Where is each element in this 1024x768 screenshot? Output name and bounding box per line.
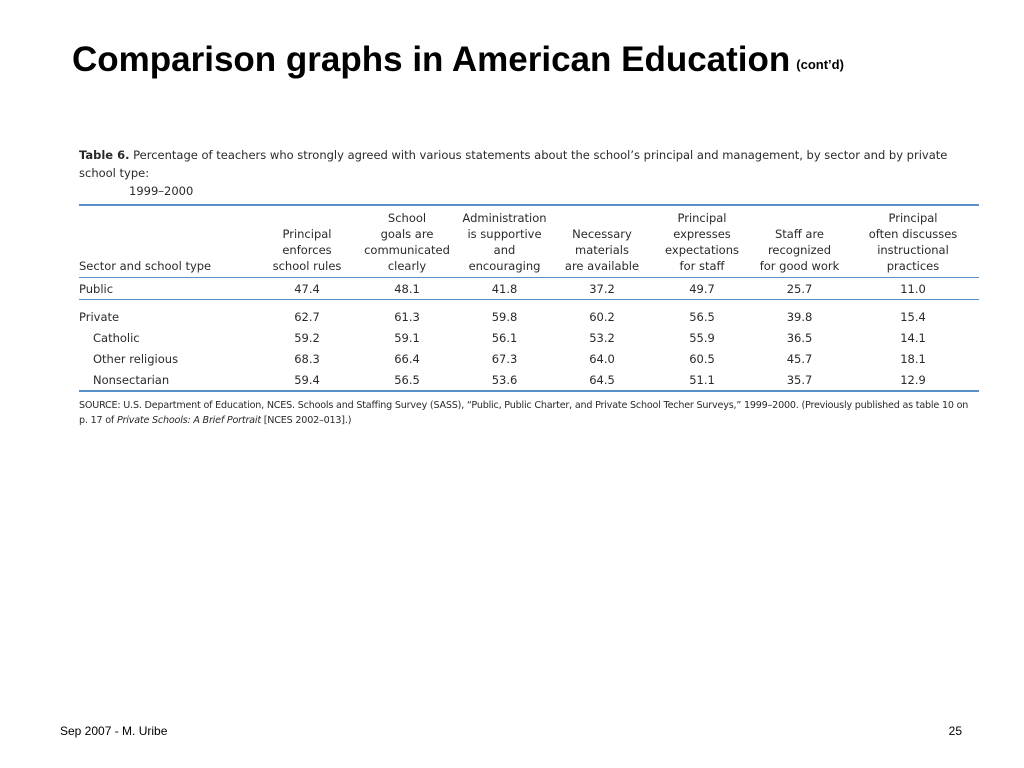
- table-cell: 64.0: [589, 351, 615, 366]
- table-cell: 61.3: [394, 309, 420, 324]
- source-text: SOURCE: U.S. Department of Education, NCES. Schools and Staffing Survey (SASS), “Public, Public Charter, and Private School Techer Surveys,” 1999–2000. (Previously published as table 10 on p. 17 of: [79, 399, 969, 426]
- row-label: Private: [79, 309, 120, 324]
- table-cell: 59.1: [394, 330, 420, 345]
- table-cell: 56.5: [689, 309, 715, 324]
- col-header-line: encouraging: [468, 259, 541, 273]
- table-cell: 56.5: [394, 372, 420, 387]
- col-header-4: [552, 206, 652, 278]
- table-cell: 36.5: [786, 330, 813, 345]
- col-header-line: for good work: [759, 259, 840, 273]
- col-header-line: recognized: [767, 243, 832, 257]
- col-header-line: Necessary: [572, 227, 632, 241]
- col-header-line: and: [493, 243, 516, 257]
- table-cell: 49.7: [652, 278, 752, 300]
- table-cell: 11.0: [847, 278, 979, 300]
- col-header-line: School: [387, 211, 427, 225]
- table-cell: 53.6: [491, 372, 518, 387]
- caption-label: Table 6.: [79, 148, 130, 162]
- row-label: Catholic: [93, 330, 140, 345]
- page-number: 25: [948, 724, 962, 738]
- row-label: Public: [79, 278, 257, 300]
- table-cell: 18.1: [900, 351, 926, 366]
- table-block: [79, 146, 979, 428]
- col-header-line: Staff are: [774, 227, 825, 241]
- table-cell: 35.7: [786, 372, 813, 387]
- table-row: [79, 369, 979, 390]
- col-header-line: practices: [886, 259, 940, 273]
- footer-author-date: Sep 2007 - M. Uribe: [60, 724, 168, 738]
- table-row: [79, 348, 979, 369]
- col-header-1: [257, 206, 357, 278]
- table-cell: 60.5: [689, 351, 715, 366]
- table-cell: 39.8: [786, 309, 813, 324]
- table-cell: 45.7: [786, 351, 813, 366]
- col-header-line: Administration: [462, 211, 547, 225]
- col-header-6: [752, 206, 847, 278]
- row-label: Other religious: [93, 351, 179, 366]
- data-table: [79, 206, 979, 390]
- col-header-5: [652, 206, 752, 278]
- table-cell: 64.5: [589, 372, 615, 387]
- table-cell: 15.4: [900, 309, 926, 324]
- col-header-line: are available: [564, 259, 640, 273]
- caption-years: 1999–2000: [129, 184, 194, 198]
- col-header-line: instructional: [877, 243, 949, 257]
- col-header-line: expresses: [673, 227, 731, 241]
- table-cell: 25.7: [752, 278, 847, 300]
- col-header-line: clearly: [387, 259, 427, 273]
- col-header-line: school rules: [272, 259, 342, 273]
- col-header-line: often discusses: [868, 227, 958, 241]
- table-cell: 53.2: [589, 330, 615, 345]
- col-header-line: enforces: [282, 243, 332, 257]
- table-cell: 68.3: [294, 351, 320, 366]
- table-cell: 41.8: [457, 278, 552, 300]
- table-cell: 51.1: [689, 372, 715, 387]
- table-body: [79, 278, 979, 391]
- table-cell: 60.2: [589, 309, 615, 324]
- table-cell: 56.1: [491, 330, 518, 345]
- table-cell: 59.4: [294, 372, 320, 387]
- caption-text: Percentage of teachers who strongly agreed with various statements about the school’s principal and management, by sector and by private school type:: [79, 148, 948, 180]
- table-caption: [79, 146, 979, 200]
- table-header-row: [79, 206, 979, 278]
- table-bottom-rule: [79, 390, 979, 392]
- table-cell: 48.1: [357, 278, 457, 300]
- source-note: [79, 398, 979, 428]
- col-header-2: [357, 206, 457, 278]
- table-cell: 12.9: [900, 372, 926, 387]
- col-header-line: goals are: [380, 227, 434, 241]
- col-header-line: materials: [575, 243, 629, 257]
- table-row: [79, 327, 979, 348]
- source-italic-title: Private Schools: A Brief Portrait: [116, 414, 261, 426]
- table-cell: 55.9: [689, 330, 715, 345]
- col-header-line: is supportive: [467, 227, 542, 241]
- table-cell: 59.8: [491, 309, 518, 324]
- slide-title: [72, 38, 992, 87]
- table-cell: 59.2: [294, 330, 320, 345]
- col-header-line: Principal: [282, 227, 332, 241]
- col-header-line: communicated: [364, 243, 450, 257]
- col-header-line: Principal: [677, 211, 727, 225]
- col-header-3: [457, 206, 552, 278]
- col-header-line: for staff: [679, 259, 725, 273]
- source-end: [NCES 2002–013].): [263, 414, 352, 426]
- col-header-sector: Sector and school type: [79, 206, 257, 278]
- col-header-7: [847, 206, 979, 278]
- table-cell: 66.4: [394, 351, 420, 366]
- table-row: [79, 278, 979, 300]
- table-cell: 62.7: [294, 309, 320, 324]
- slide-title-suffix: (cont’d): [796, 57, 844, 72]
- table-row: [79, 306, 979, 327]
- col-header-line: Principal: [888, 211, 938, 225]
- table-cell: 37.2: [552, 278, 652, 300]
- table-cell: 67.3: [491, 351, 518, 366]
- table-cell: 14.1: [900, 330, 926, 345]
- slide-title-text: Comparison graphs in American Education: [72, 40, 791, 79]
- col-header-line: expectations: [665, 243, 739, 257]
- table-cell: 47.4: [257, 278, 357, 300]
- row-label: Nonsectarian: [93, 372, 170, 387]
